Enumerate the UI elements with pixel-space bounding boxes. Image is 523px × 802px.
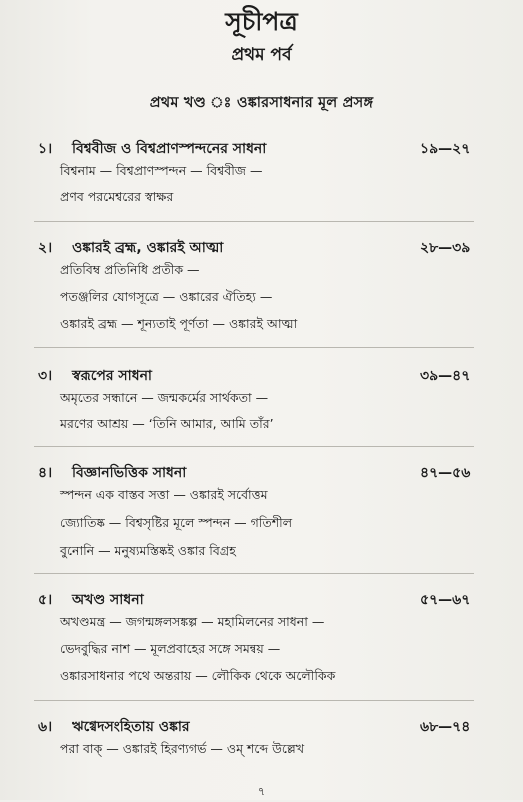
chapter-line: অখণ্ডমন্ত্র — জগন্মঙ্গলসঙ্কল্প — মহামিলনের সাধনা —	[60, 614, 325, 629]
chapter-heading	[38, 364, 152, 388]
chapter-number: ১।	[38, 141, 53, 157]
chapter-number: ২।	[38, 240, 53, 256]
chapter-heading	[38, 236, 223, 260]
chapter-line: ওঙ্কারই ব্রহ্ম — শূন্যতাই পূর্ণতা — ওঙ্কারই আত্মা	[60, 316, 298, 331]
section-heading: প্রথম খণ্ড ঃ ওঙ্কারসাধনার মূল প্রসঙ্গ	[149, 95, 374, 111]
chapter-heading	[38, 588, 144, 612]
divider	[34, 446, 474, 447]
chapter-pages: ৫৭—৬৭	[420, 592, 471, 608]
part-title: প্রথম পর্ব	[231, 45, 292, 65]
chapter-pages: ৪৭—৫৬	[420, 465, 471, 481]
chapter-line: বিশ্বনাম — বিশ্বপ্রাণস্পন্দন — বিশ্ববীজ —	[60, 163, 263, 178]
divider	[34, 700, 474, 701]
chapter-line: জ্যোতিষ্ক — বিশ্বসৃষ্টির মূলে স্পন্দন — গতিশীল	[60, 515, 293, 530]
chapter-line: পরা বাক্ — ওঙ্কারই হিরণ্যগর্ভ — ওম্ শব্দে উল্লেখ	[60, 741, 305, 756]
page-number: ৭	[257, 785, 266, 798]
chapter-line: বুনোনি — মনুষ্যমস্তিষ্কই ওঙ্কার বিগ্রহ	[60, 543, 236, 558]
chapter-heading	[38, 461, 186, 485]
chapter-pages: ২৮—৩৯	[420, 240, 471, 256]
chapter-title: স্বরূপের সাধনা	[72, 368, 152, 384]
chapter-pages: ৬৮—৭৪	[420, 719, 471, 735]
chapter-line: মরণের আশ্রয় — ‘তিনি আমার, আমি তাঁর’	[60, 416, 274, 431]
divider	[34, 573, 474, 574]
divider	[34, 221, 474, 222]
chapter-line: অমৃতের সন্ধানে — জন্মকর্মের সার্থকতা —	[60, 390, 269, 405]
chapter-heading	[38, 715, 190, 739]
toc-title: সূচীপত্র	[225, 7, 298, 36]
chapter-number: ৪।	[38, 465, 53, 481]
chapter-number: ৩।	[38, 368, 53, 384]
chapter-line: ওঙ্কারসাধনার পথে অন্তরায় — লৌকিক থেকে অলৌকিক	[60, 668, 336, 683]
divider	[34, 347, 474, 348]
chapter-title: অখণ্ড সাধনা	[72, 592, 144, 608]
chapter-line: স্পন্দন এক বাস্তব সত্তা — ওঙ্কারই সর্বোত্তম	[60, 487, 268, 502]
chapter-line: প্রতিবিম্ব প্রতিনিধি প্রতীক —	[60, 262, 200, 277]
chapter-title: বিজ্ঞানভিত্তিক সাধনা	[72, 465, 187, 481]
chapter-line: প্রণব পরমেশ্বরের স্বাক্ষর	[60, 189, 174, 204]
chapter-line: পতঞ্জলির যোগসূত্রে — ওঙ্কারের ঐতিহ্য —	[60, 289, 273, 304]
chapter-heading	[38, 137, 266, 161]
chapter-number: ৫।	[38, 592, 53, 608]
chapter-title: বিশ্ববীজ ও বিশ্বপ্রাণস্পন্দনের সাধনা	[72, 141, 267, 157]
chapter-pages: ৩৯—৪৭	[420, 368, 471, 384]
chapter-title: ঋগ্বেদসংহিতায় ওঙ্কার	[72, 719, 190, 735]
chapter-line: ভেদবুদ্ধির নাশ — মূলপ্রবাহের সঙ্গে সমন্বয় —	[60, 641, 281, 656]
chapter-pages: ১৯—২৭	[420, 141, 471, 157]
chapter-title: ওঙ্কারই ব্রহ্ম, ওঙ্কারই আত্মা	[72, 240, 224, 256]
chapter-number: ৬।	[38, 719, 53, 735]
